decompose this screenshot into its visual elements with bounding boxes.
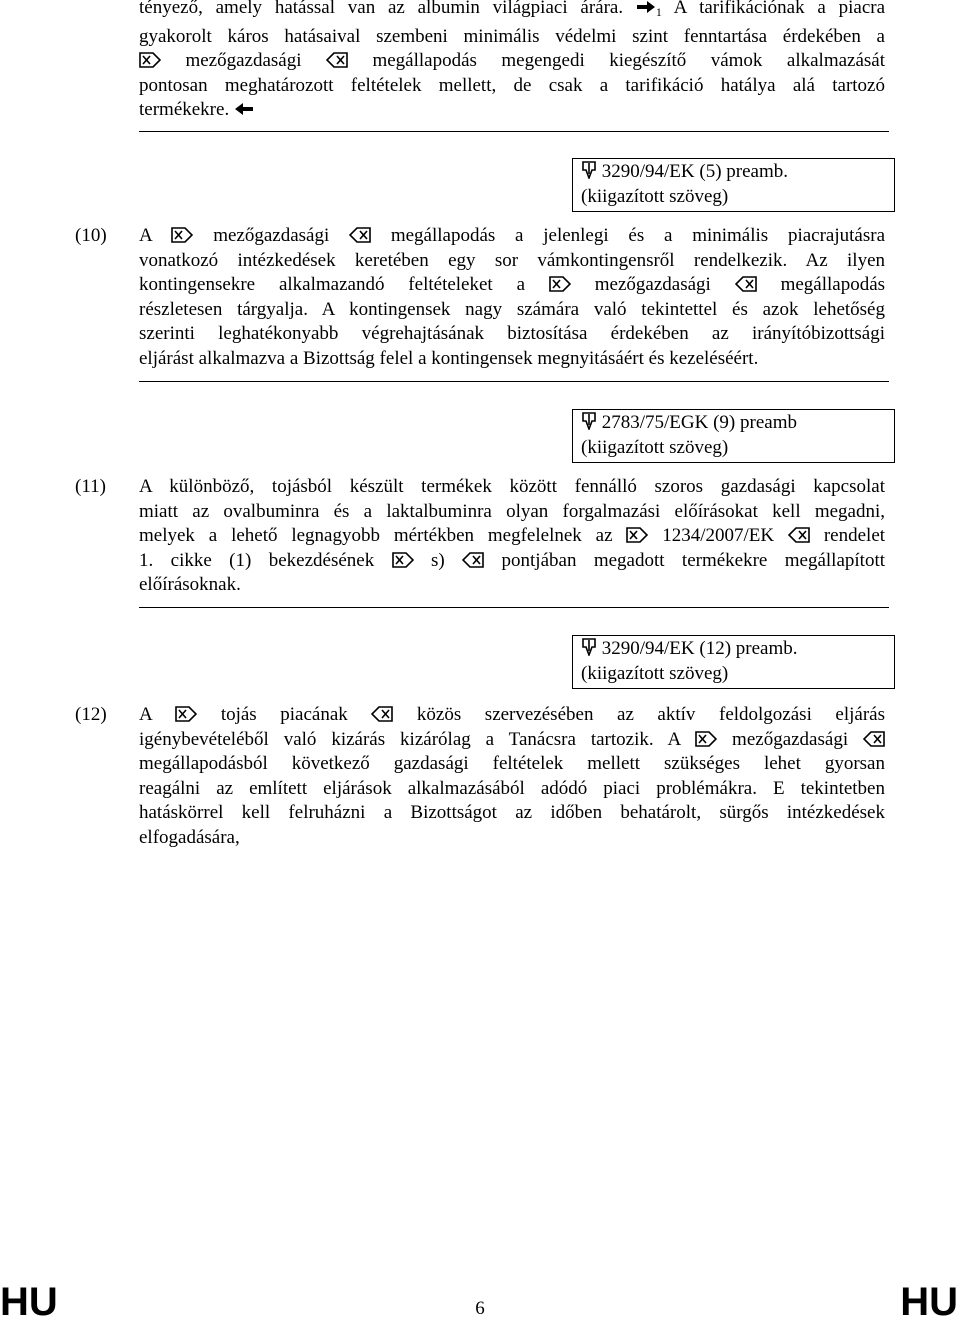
- delete-mark-left-icon: [326, 52, 348, 68]
- paragraph-11: [139, 475, 885, 598]
- paragraph-12-line: A tojás piacának közös szervezésében az aktív feldolgozási eljárás: [139, 704, 885, 725]
- paragraph-11-line: melyek a lehető legnagyobb mértékben megfelelnek az 1234/2007/EK rendelet: [139, 525, 886, 547]
- delete-mark-right-icon: [139, 52, 161, 68]
- delete-mark-right-icon: [171, 227, 193, 243]
- delete-mark-left-icon: [349, 227, 371, 243]
- reference-note: (kiigazított szöveg): [581, 437, 729, 458]
- paragraph-11-line: A különböző, tojásból készült termékek között fennálló szoros gazdasági kapcsolat: [139, 476, 885, 497]
- delete-mark-left-icon: [462, 552, 484, 568]
- language-code-right: HU: [900, 1280, 958, 1324]
- delete-mark-left-icon: [788, 527, 810, 543]
- arrow-right-icon: [636, 0, 656, 15]
- reference-note: (kiigazított szöveg): [581, 663, 729, 684]
- reference-line: 2783/75/EGK (9) preamb: [581, 410, 894, 435]
- reference-line: 3290/94/EK (5) preamb.: [581, 159, 894, 184]
- paragraph-number: (10): [75, 225, 107, 246]
- delete-mark-right-icon: [549, 276, 571, 292]
- reference-box: [572, 409, 895, 463]
- delete-mark-right-icon: [695, 731, 717, 747]
- reference-box: [572, 635, 895, 689]
- reference-line: 3290/94/EK (12) preamb.: [581, 636, 894, 661]
- paragraph-10-line: részletesen tárgyalja. A kontingensek nagy számára való tekintettel és azok lehetőség: [139, 298, 885, 320]
- arrow-left-icon: [234, 101, 254, 117]
- paragraph-12-line: megállapodásból következő gazdasági feltételek mellett szükséges lehet gyorsan: [139, 753, 885, 775]
- paragraph-12-line: reagálni az említett eljárások alkalmazásából adódó piaci problémákra. E tekintetben: [139, 777, 885, 799]
- paragraph-10-line: szerinti leghatékonyabb végrehajtásának biztosítása érdekében az irányítóbizottsági: [139, 323, 885, 345]
- delete-mark-left-icon: [863, 731, 885, 747]
- section-divider: [139, 607, 889, 608]
- arrow-down-icon: [581, 412, 597, 430]
- paragraph-10-line: kontingensekre alkalmazandó feltételeket a mezőgazdasági megállapodás: [139, 274, 886, 296]
- reference-box: [572, 158, 895, 212]
- paragraph-11-line: előírásoknak.: [139, 574, 241, 596]
- paragraph-number: (12): [75, 704, 107, 725]
- paragraph-10-line: A mezőgazdasági megállapodás a jelenlegi és a minimális piacrajutásra: [139, 225, 886, 246]
- language-code-left: HU: [0, 1280, 58, 1324]
- paragraph-12-line: hatáskörrel kell felruházni a Bizottságot az időben behatárolt, sürgős intézkedések: [139, 802, 885, 824]
- paragraph-9-line: pontosan meghatározott feltételek mellett, de csak a tarifikáció hatálya alá tartozó: [139, 74, 885, 96]
- arrow-down-icon: [581, 638, 597, 656]
- paragraph-10: [139, 224, 885, 372]
- page-number: 6: [475, 1298, 485, 1319]
- delete-mark-right-icon: [626, 527, 648, 543]
- delete-mark-right-icon: [175, 706, 197, 722]
- paragraph-12: [139, 703, 885, 851]
- section-divider: [139, 131, 889, 132]
- delete-mark-right-icon: [392, 552, 414, 568]
- paragraph-number: (11): [75, 476, 106, 497]
- paragraph-11-line: miatt az ovalbuminra és a laktalbuminra olyan forgalmazási előírásokat kell megadni,: [139, 500, 885, 522]
- section-divider: [139, 381, 889, 382]
- paragraph-9-line: termékekre.: [139, 98, 885, 123]
- delete-mark-left-icon: [735, 276, 757, 292]
- paragraph-9-line: mezőgazdasági megállapodás megengedi kiegészítő vámok alkalmazását: [139, 49, 885, 74]
- paragraph-9-line: tényező, amely hatással van az albumin világpiaci árára. $_1$ A tarifikációnak a piacra: [139, 0, 886, 19]
- paragraph-10-line: vonatkozó intézkedések keretében egy sor vámkontingensről rendelkezik. Az ilyen: [139, 249, 885, 271]
- paragraph-11-line: 1. cikke (1) bekezdésének s) pontjában megadott termékekre megállapított: [139, 549, 886, 571]
- arrow-down-icon: [581, 161, 597, 179]
- reference-note: (kiigazított szöveg): [581, 186, 729, 207]
- paragraph-9-line: gyakorolt káros hatásaival szembeni minimális védelmi szint fenntartása érdekében a: [139, 25, 885, 47]
- delete-mark-left-icon: [371, 706, 393, 722]
- paragraph-10-line: eljárást alkalmazva a Bizottság felel a kontingensek megnyitásáért és kezeléséért.: [139, 347, 759, 369]
- paragraph-9: [139, 0, 885, 123]
- paragraph-12-line: elfogadására,: [139, 826, 240, 848]
- paragraph-12-line: igénybevételéből való kizárás kizárólag a Tanácsra tartozik. A mezőgazdasági: [139, 728, 885, 753]
